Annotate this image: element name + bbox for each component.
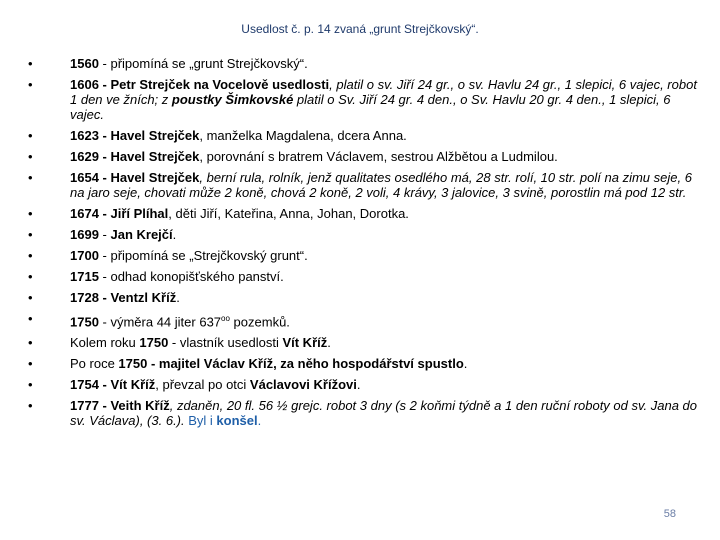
entry-name: Vít Kříž (282, 335, 328, 351)
year: 1623 (70, 128, 99, 143)
history-list (22, 56, 702, 434)
list-item (22, 56, 702, 71)
entry-text: - (98, 227, 111, 242)
bullet: • (28, 377, 33, 393)
year: 1560 (70, 56, 99, 71)
entry-text: pozemků. (229, 314, 290, 330)
list-item (22, 149, 702, 164)
entry-text: - odhad konopišťského panství. (98, 269, 284, 284)
entry-text: Po roce (70, 356, 119, 372)
entry-name: konšel (216, 413, 258, 429)
list-item (22, 311, 702, 329)
entry-text: . (176, 290, 180, 305)
entry-text: , zdaněn, 20 fl. 56 ½ grejc. robot 3 dny (s 2 koňmi týdně a 1 den ruční roboty od sv. Jana do sv. Václava), (3. 6.). (70, 398, 698, 429)
year: 1674 (70, 206, 99, 221)
list-item (22, 269, 702, 284)
entry-text: . (356, 377, 361, 393)
list-item (22, 356, 702, 371)
entry-text: Byl i (188, 413, 217, 429)
year: 1606 (70, 77, 99, 92)
year: 1750 (70, 314, 99, 330)
list-item (22, 227, 702, 242)
bullet: • (28, 311, 33, 326)
year: 1654 (70, 170, 99, 185)
bullet: • (28, 149, 33, 164)
list-item (22, 170, 702, 200)
entry-text: Kolem roku (70, 335, 140, 351)
page-title: Usedlost č. p. 14 zvaná „grunt Strejčkovský“. (241, 22, 479, 36)
year: 1750 (118, 356, 148, 372)
entry-name: - Havel Strejček (98, 149, 200, 164)
year: 1750 (139, 335, 169, 351)
list-item (22, 377, 702, 392)
year: 1728 (70, 290, 99, 305)
bullet: • (28, 77, 33, 92)
year: 1699 (70, 227, 99, 242)
list-item (22, 77, 702, 122)
entry-name: poustky Šimkovské (171, 92, 294, 107)
entry-name: - Vít Kříž (98, 377, 156, 393)
entry-text: , berní rula, rolník, jenž qualitates osedlého má, 28 str. rolí, 10 str. polí na zimu seje, 6 na jaro seje, chovati může 2 koně, chová 2 koně, 2 voli, 4 krávy, 3 jalovice, 3 svině, porostlin má pod 12 str. (70, 170, 692, 200)
page-number: 58 (663, 508, 676, 520)
entry-name: Václavovi Křížovi (249, 377, 357, 393)
list-item (22, 335, 702, 350)
year: 1754 (70, 377, 99, 393)
list-item (22, 398, 702, 428)
entry-name: - Havel Strejček (98, 170, 200, 185)
entry-text: - připomíná se „grunt Strejčkovský“. (98, 56, 308, 71)
entry-name: - Petr Strejček na Vocelově usedlosti (98, 77, 330, 92)
year: 1715 (70, 269, 99, 284)
bullet: • (28, 248, 33, 263)
year: 1700 (70, 248, 99, 263)
entry-name: Jan Krejčí (110, 227, 173, 242)
entry-text: . (327, 335, 331, 351)
entry-text: . (463, 356, 468, 372)
entry-text: - připomíná se „Strejčkovský grunt“. (98, 248, 308, 263)
bullet: • (28, 170, 33, 185)
bullet: • (28, 128, 33, 143)
list-item (22, 248, 702, 263)
entry-text: , manželka Magdalena, dcera Anna. (199, 128, 407, 143)
entry-text: platil o Sv. Jiří 24 gr. 4 den., o Sv. Havlu 20 gr. 4 den., 1 slepici, 6 vajec. (70, 92, 671, 122)
bullet: • (28, 206, 33, 221)
bullet: • (28, 56, 33, 71)
year: 1629 (70, 149, 99, 164)
entry-name: - majitel Václav Kříž, za něho hospodářství spustlo (147, 356, 464, 372)
entry-text: , porovnání s bratrem Václavem, sestrou Alžbětou a Ludmilou. (199, 149, 558, 164)
superscript: oo (221, 314, 230, 323)
entry-text: . (172, 227, 177, 242)
entry-text: . (257, 413, 262, 429)
bullet: • (28, 335, 33, 351)
bullet: • (28, 398, 33, 414)
entry-text: , platil o sv. Jiří 24 gr., o sv. Havlu 24 gr., 1 slepici, 6 vajec, robot 1 den ve žních; z (70, 77, 697, 107)
bullet: • (28, 227, 33, 242)
entry-name: - Havel Strejček (98, 128, 200, 143)
entry-text: , děti Jiří, Kateřina, Anna, Johan, Dorotka. (168, 206, 409, 221)
entry-text: - výměra 44 jiter 637 (98, 314, 222, 330)
list-item (22, 290, 702, 305)
entry-text: - vlastník usedlosti (168, 335, 283, 351)
year: 1777 (70, 398, 99, 414)
entry-text: , převzal po otci (155, 377, 250, 393)
bullet: • (28, 269, 33, 284)
list-item (22, 206, 702, 221)
bullet: • (28, 356, 33, 372)
entry-name: - Veith Kříž (98, 398, 170, 414)
bullet: • (28, 290, 33, 305)
list-item (22, 128, 702, 143)
entry-name: - Jiří Plíhal (98, 206, 169, 221)
entry-name: - Ventzl Kříž (98, 290, 177, 305)
